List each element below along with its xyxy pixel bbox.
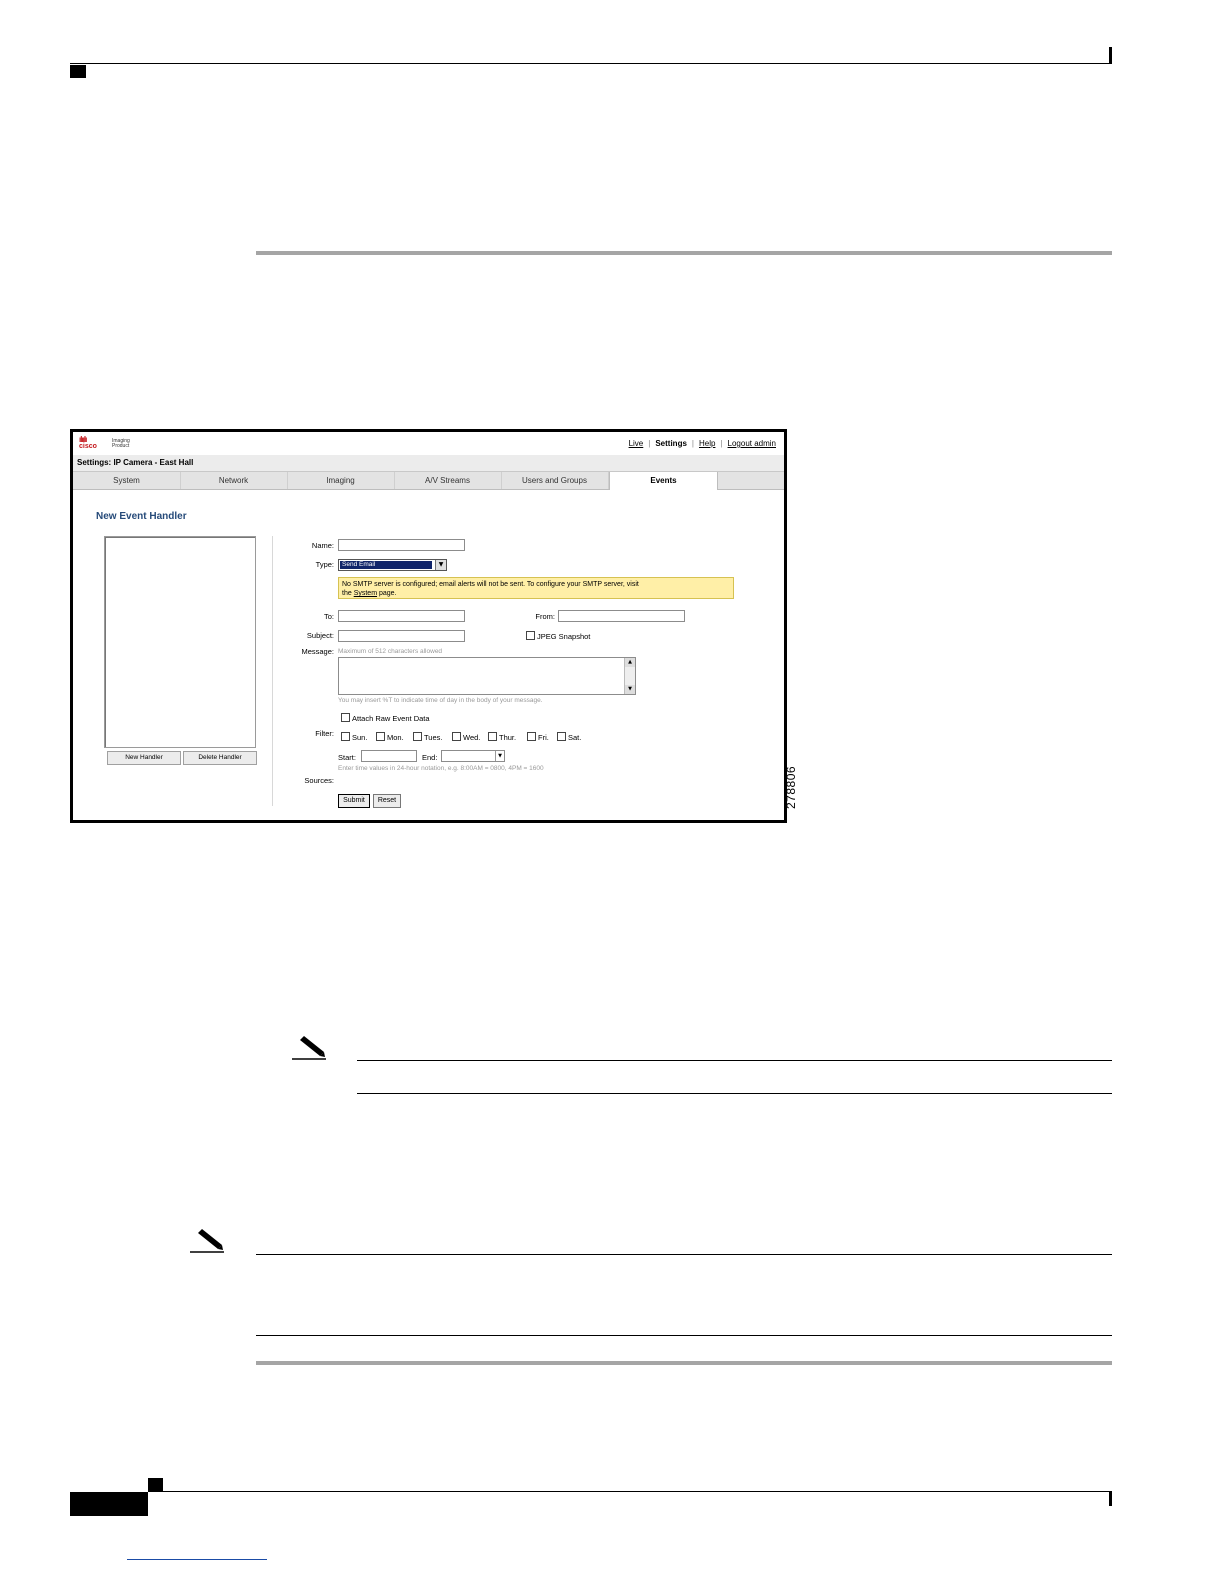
type-select-value: Send Email: [340, 561, 432, 569]
settings-link[interactable]: Settings: [655, 439, 687, 448]
to-field[interactable]: [338, 610, 465, 622]
note-rule-top: [357, 1060, 1112, 1061]
name-field[interactable]: [338, 539, 465, 551]
time-hint: Enter time values in 24-hour notation, e.g. 8:00AM = 0800, 4PM = 1600: [338, 765, 544, 772]
live-link[interactable]: Live: [628, 439, 644, 448]
end-label: End:: [422, 753, 438, 762]
submit-button[interactable]: Submit: [338, 794, 370, 808]
settings-title: Settings: IP Camera - East Hall: [77, 458, 194, 467]
delete-handler-button[interactable]: Delete Handler: [183, 751, 257, 765]
figure-number: 278806: [784, 765, 798, 809]
filter-sat-label: Sat.: [568, 733, 582, 742]
screenshot-figure: [70, 429, 787, 823]
filter-wed-label: Wed.: [463, 733, 481, 742]
header-rule: [70, 63, 1112, 64]
start-time-field[interactable]: [361, 750, 417, 762]
footer-link-underline[interactable]: [127, 1559, 267, 1560]
footer-nub: [148, 1478, 163, 1491]
filter-sun-label: Sun.: [352, 733, 368, 742]
tab-events[interactable]: Events: [609, 472, 718, 490]
filter-wed-checkbox[interactable]: [452, 732, 461, 741]
filter-label: Filter:: [315, 729, 334, 738]
system-link[interactable]: System: [353, 590, 378, 597]
to-label: To:: [323, 612, 334, 621]
from-label: From:: [535, 612, 555, 621]
message-scrollbar[interactable]: [624, 658, 635, 694]
scroll-up-icon[interactable]: ▲: [625, 658, 635, 667]
note-pencil-icon: [292, 1036, 326, 1062]
filter-mon-label: Mon.: [387, 733, 404, 742]
header-tick: [1109, 47, 1112, 64]
filter-tues-label: Tues.: [424, 733, 443, 742]
tab-bar: [73, 472, 784, 490]
subject-label: Subject:: [306, 631, 334, 640]
message-note: You may insert %T to indicate time of day in the body of your message.: [338, 697, 543, 704]
section-rule-top: [256, 251, 1112, 255]
logo-subtitle: Imaging Product: [112, 438, 130, 449]
tab-av-streams[interactable]: A/V Streams: [394, 472, 502, 489]
filter-sun-checkbox[interactable]: [341, 732, 350, 741]
start-label: Start:: [338, 753, 356, 762]
message-textarea[interactable]: [338, 657, 636, 695]
name-label: Name:: [311, 541, 334, 550]
settings-title-bar: [73, 455, 784, 472]
logout-link[interactable]: Logout admin: [727, 439, 776, 448]
tab-imaging[interactable]: Imaging: [287, 472, 395, 489]
new-handler-button[interactable]: New Handler: [107, 751, 181, 765]
jpeg-snapshot-checkbox[interactable]: [526, 631, 535, 640]
cisco-logo: ılıılı cisco Imaging Product: [79, 435, 130, 450]
from-field[interactable]: [558, 610, 685, 622]
sources-label: Sources:: [304, 776, 334, 785]
filter-fri-label: Fri.: [538, 733, 549, 742]
message-label: Message:: [301, 647, 334, 656]
type-label: Type:: [315, 560, 334, 569]
footer-tick: [1109, 1492, 1112, 1506]
note-rule-bottom: [357, 1093, 1112, 1094]
filter-sat-checkbox[interactable]: [557, 732, 566, 741]
note-rule-bottom: [256, 1335, 1112, 1336]
attach-raw-checkbox[interactable]: [341, 713, 350, 722]
column-divider: [272, 536, 273, 806]
chevron-down-icon[interactable]: ▼: [435, 560, 446, 570]
tab-system[interactable]: System: [73, 472, 181, 489]
reset-button[interactable]: Reset: [373, 794, 401, 808]
section-title: New Event Handler: [96, 511, 187, 522]
type-select[interactable]: [338, 559, 447, 571]
chevron-down-icon[interactable]: ▼: [495, 751, 504, 761]
end-time-select[interactable]: [441, 750, 505, 762]
attach-raw-label: Attach Raw Event Data: [352, 714, 430, 723]
footer-page-block: [70, 1492, 148, 1516]
handler-list[interactable]: [104, 536, 256, 748]
filter-thur-label: Thur.: [499, 733, 517, 742]
help-link[interactable]: Help: [698, 439, 716, 448]
top-links: Live | Settings | Help | Logout admin: [628, 439, 776, 448]
smtp-warning: No SMTP server is configured; email alerts will not be sent. To configure your SMTP server, visit the System page.: [338, 577, 734, 599]
section-rule-bottom: [256, 1361, 1112, 1365]
top-bar: [73, 432, 784, 455]
subject-field[interactable]: [338, 630, 465, 642]
filter-tues-checkbox[interactable]: [413, 732, 422, 741]
jpeg-snapshot-label: JPEG Snapshot: [537, 632, 591, 641]
footer-rule: [148, 1491, 1112, 1492]
filter-fri-checkbox[interactable]: [527, 732, 536, 741]
note-rule-top: [256, 1254, 1112, 1255]
filter-thur-checkbox[interactable]: [488, 732, 497, 741]
header-block: [70, 65, 86, 78]
tab-users-and-groups[interactable]: Users and Groups: [501, 472, 609, 489]
tab-network[interactable]: Network: [180, 472, 288, 489]
filter-mon-checkbox[interactable]: [376, 732, 385, 741]
message-hint: Maximum of 512 characters allowed: [338, 648, 443, 655]
scroll-down-icon[interactable]: ▼: [625, 685, 635, 694]
note-pencil-icon: [190, 1229, 224, 1255]
